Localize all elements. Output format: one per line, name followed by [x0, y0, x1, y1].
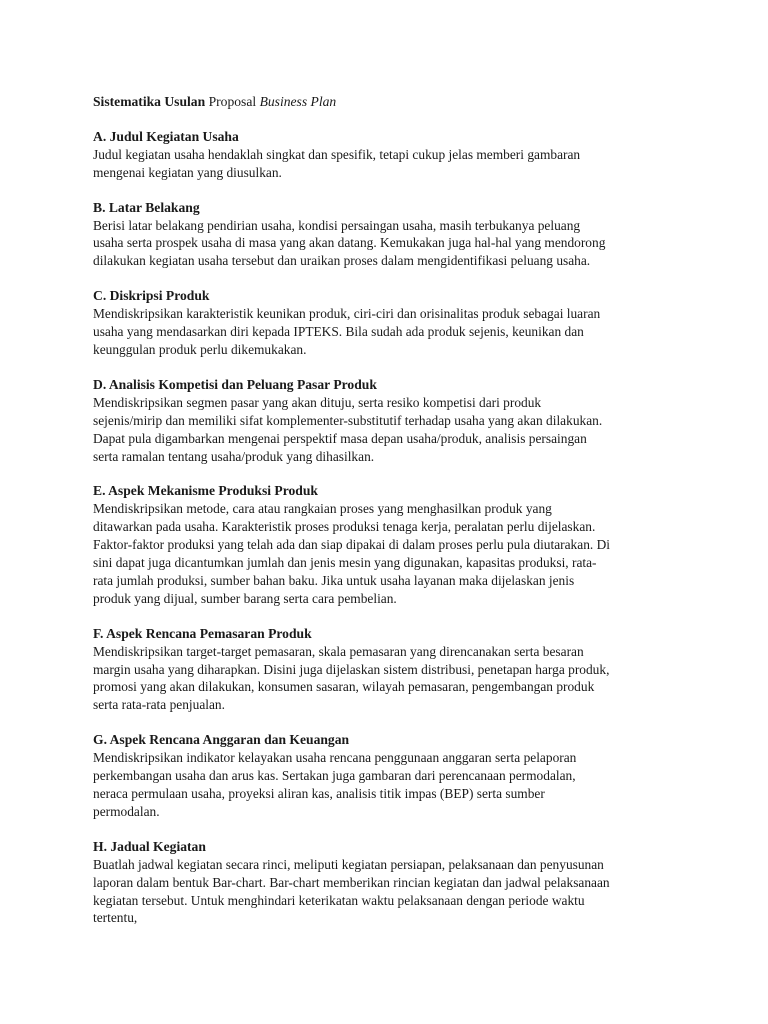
- section-mekanisme-produksi: [93, 482, 613, 607]
- title-regular-part: Proposal: [208, 94, 257, 109]
- section-body: Judul kegiatan usaha hendaklah singkat dan spesifik, tetapi cukup jelas memberi gambaran mengenai kegiatan yang diusulkan.: [93, 146, 581, 180]
- section-body: Mendiskripsikan target-target pemasaran, skala pemasaran yang direncanakan serta besaran margin usaha yang diharapkan. Disini juga dijelaskan sistem distribusi, penetapan harga produk, promosi yang akan dilakukan, konsumen sasaran, wilayah pemasaran, pengembangan produk serta rata-rata penjualan.: [93, 643, 610, 713]
- section-analisis-kompetisi: [93, 376, 613, 466]
- title-italic-part: Business Plan: [259, 94, 337, 109]
- section-heading: D. Analisis Kompetisi dan Peluang Pasar Produk: [93, 376, 377, 392]
- section-heading: B. Latar Belakang: [93, 199, 200, 215]
- section-body: Mendiskripsikan karakteristik keunikan produk, ciri-ciri dan orisinalitas produk sebagai luaran usaha yang mendasarkan diri kepada IPTEKS. Bila sudah ada produk sejenis, keunikan dan keunggulan produk perlu dikemukakan.: [93, 306, 601, 357]
- title-bold-part: Sistematika Usulan: [93, 94, 206, 109]
- section-body: Mendiskripsikan indikator kelayakan usaha rencana penggunaan anggaran serta pelaporan perkembangan usaha dan arus kas. Sertakan juga gambaran dari perencanaan permodalan, neraca permulaan usaha, proyeksi aliran kas, analisis titik impas (BEP) serta sumber permodalan.: [93, 750, 577, 819]
- section-jadual-kegiatan: [93, 838, 613, 928]
- document-title: [93, 93, 613, 111]
- section-rencana-pemasaran: [93, 625, 613, 715]
- section-latar-belakang: [93, 199, 613, 271]
- section-body: Mendiskripsikan metode, cara atau rangkaian proses yang menghasilkan produk yang ditawarkan pada usaha. Karakteristik proses produksi tenaga kerja, peralatan perlu dijelaskan. Faktor-faktor produksi yang telah ada dan siap dipakai di dalam proses perlu pula diutarakan. Di sini dapat juga dicantumkan jumlah dan jenis mesin yang digunakan, kapasitas produksi, rata-rata jumlah produksi, sumber bahan baku. Jika untuk usaha layanan maka dijelaskan jenis produk yang dijual, sumber barang serta cara pembelian.: [93, 501, 610, 606]
- section-body: Mendiskripsikan segmen pasar yang akan dituju, serta resiko kompetisi dari produk sejenis/mirip dan memiliki sifat komplementer-substitutif terhadap usaha yang akan dilakukan. Dapat pula digambarkan mengenai perspektif masa depan usaha/produk, analisis persaingan serta ramalan tentang usaha/produk yang dihasilkan.: [93, 394, 603, 464]
- section-judul-kegiatan: [93, 128, 613, 182]
- section-body: Berisi latar belakang pendirian usaha, kondisi persaingan usaha, masih terbukanya peluang usaha serta prospek usaha di masa yang akan datang. Kemukakan juga hal-hal yang mendorong dilakukan kegiatan usaha tersebut dan uraikan proses dalam mengidentifikasi peluang usaha.: [93, 217, 606, 269]
- document-page: [93, 93, 613, 944]
- section-anggaran-keuangan: [93, 731, 613, 821]
- section-heading: A. Judul Kegiatan Usaha: [93, 128, 239, 144]
- section-heading: F. Aspek Rencana Pemasaran Produk: [93, 625, 312, 641]
- section-diskripsi-produk: [93, 287, 613, 359]
- section-heading: H. Jadual Kegiatan: [93, 838, 206, 854]
- section-heading: C. Diskripsi Produk: [93, 288, 210, 304]
- section-heading: G. Aspek Rencana Anggaran dan Keuangan: [93, 732, 350, 748]
- section-body: Buatlah jadwal kegiatan secara rinci, meliputi kegiatan persiapan, pelaksanaan dan penyusunan laporan dalam bentuk Bar-chart. Bar-chart memberikan rincian kegiatan dan jadwal pelaksanaan kegiatan tersebut. Untuk menghindari keterikatan waktu pelaksanaan dengan periode waktu tertentu,: [93, 856, 610, 926]
- section-heading: E. Aspek Mekanisme Produksi Produk: [93, 483, 318, 499]
